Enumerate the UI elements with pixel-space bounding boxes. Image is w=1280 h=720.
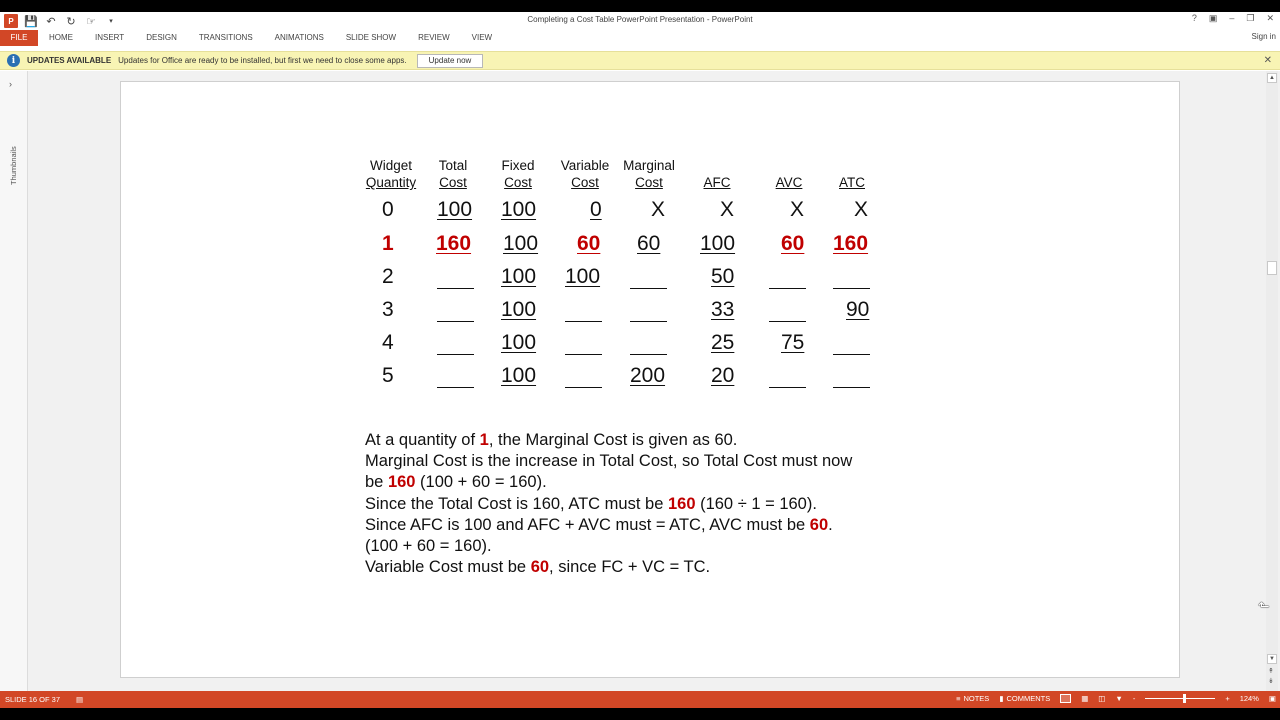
expand-thumbnails-icon[interactable]: › [9,79,12,89]
next-slide-icon[interactable]: ↡ [1268,678,1274,685]
slide-indicator[interactable]: SLIDE 16 OF 37 [5,695,61,704]
scrollbar-thumb[interactable] [1267,261,1277,275]
sign-in-link[interactable]: Sign in [1251,32,1276,41]
cell-mc-1: 60 [637,232,661,255]
notes-icon: ≡ [956,694,961,703]
cell-vc-2: 100 [565,265,601,288]
blank-mc-3[interactable] [630,321,667,322]
ribbon-display-options-icon[interactable]: ▣ [1208,13,1218,23]
save-icon[interactable]: 💾 [24,15,38,28]
cell-qty-1: 1 [382,232,394,255]
title-bar [0,12,1280,30]
blank-mc-2[interactable] [630,288,667,289]
ribbon-tabs [0,30,1280,46]
cell-qty-5: 5 [382,364,394,387]
blank-avc-5[interactable] [769,387,806,388]
status-bar [0,691,1280,708]
normal-view-icon[interactable] [1060,694,1071,703]
restore-icon[interactable]: ❐ [1246,13,1255,23]
slide-canvas[interactable] [120,81,1180,678]
tab-slide-show[interactable]: SLIDE SHOW [345,33,397,42]
cell-vc-0: 0 [590,198,602,221]
blank-avc-2[interactable] [769,288,806,289]
cell-qty-2: 2 [382,265,394,288]
explanation-line: Marginal Cost is the increase in Total Cost, so Total Cost must now [365,452,853,471]
zoom-in-button[interactable]: + [1225,694,1230,703]
cell-atc-0: X [854,198,869,221]
comment-icon: ▮ [999,694,1004,703]
zoom-level[interactable]: 124% [1239,694,1259,703]
header-total-cost: Total Cost [438,158,468,190]
cell-qty-3: 3 [382,298,394,321]
slide-sorter-icon[interactable]: ▦ [1081,694,1089,703]
notes-button[interactable]: ≡ NOTES [956,694,990,703]
tab-file[interactable]: FILE [0,30,38,46]
comments-button[interactable]: ▮ COMMENTS [999,694,1051,703]
zoom-slider-knob[interactable] [1183,694,1186,703]
info-icon: i [7,54,20,67]
header-widget-quantity: Widget Quantity [365,158,417,190]
header-variable-cost: Variable Cost [560,158,610,190]
blank-avc-3[interactable] [769,321,806,322]
tab-animations[interactable]: ANIMATIONS [274,33,324,42]
customize-toolbar-icon[interactable]: ▾ [109,18,113,25]
touch-mode-icon[interactable]: ☞ [86,15,96,28]
cell-mc-0: X [651,198,666,221]
blank-vc-3[interactable] [565,321,602,322]
cell-afc-3: 33 [711,298,735,321]
cell-atc-3: 90 [846,298,870,321]
tab-design[interactable]: DESIGN [146,33,177,42]
reading-view-icon[interactable]: ◫ [1098,694,1106,703]
blank-vc-5[interactable] [565,387,602,388]
close-icon[interactable]: ✕ [1263,55,1272,66]
redo-icon[interactable]: ↻ [66,15,76,28]
explanation-line: be 160 (100 + 60 = 160). [365,473,547,492]
fit-slide-icon[interactable]: ▣ [1268,694,1276,703]
close-icon[interactable]: ✕ [1266,13,1274,23]
cell-tc-0: 100 [437,198,473,221]
update-title: UPDATES AVAILABLE [27,56,112,65]
cell-afc-1: 100 [700,232,736,255]
cell-afc-0: X [720,198,735,221]
header-atc: ATC [839,175,865,190]
explanation-text[interactable] [365,430,925,578]
cell-avc-4: 75 [781,331,805,354]
window-controls [1192,13,1274,24]
mouse-cursor-icon: ⬑ [1258,598,1270,614]
spell-check-icon[interactable]: ▤ [76,695,84,704]
cell-fc-3: 100 [501,298,537,321]
thumbnails-label[interactable]: Thumbnails [9,146,18,185]
tab-review[interactable]: REVIEW [418,33,450,42]
cell-qty-4: 4 [382,331,394,354]
thumbnails-pane [0,71,28,691]
blank-tc-5[interactable] [437,387,474,388]
scroll-down-icon[interactable]: ▼ [1267,654,1277,664]
blank-mc-4[interactable] [630,354,667,355]
tab-view[interactable]: VIEW [471,33,493,42]
undo-icon[interactable]: ↶ [46,15,56,28]
blank-vc-4[interactable] [565,354,602,355]
cell-avc-0: X [790,198,805,221]
cell-fc-0: 100 [501,198,537,221]
powerpoint-window [0,12,1280,708]
cell-fc-5: 100 [501,364,537,387]
cell-afc-4: 25 [711,331,735,354]
blank-atc-5[interactable] [833,387,870,388]
blank-atc-4[interactable] [833,354,870,355]
cell-vc-1: 60 [577,232,601,255]
minimize-icon[interactable]: – [1229,13,1235,23]
header-marginal-cost: Marginal Cost [623,158,675,190]
cell-afc-2: 50 [711,265,735,288]
blank-atc-2[interactable] [833,288,870,289]
previous-slide-icon[interactable]: ↟ [1268,668,1274,675]
update-now-button[interactable]: Update now [417,54,483,68]
cell-afc-5: 20 [711,364,735,387]
header-avc: AVC [775,175,803,190]
update-notification-bar [0,51,1280,70]
explanation-line: Since the Total Cost is 160, ATC must be 160 (160 ÷ 1 = 160). [365,494,817,513]
explanation-line: At a quantity of 1, the Marginal Cost is given as 60. [365,431,738,449]
blank-tc-2[interactable] [437,288,474,289]
cell-qty-0: 0 [382,198,394,221]
explanation-line: (100 + 60 = 160). [365,537,492,556]
tab-transitions[interactable]: TRANSITIONS [198,33,253,42]
window-title: Completing a Cost Table PowerPoint Presentation - PowerPoint [527,15,753,24]
zoom-slider[interactable] [1145,698,1215,699]
cell-avc-1: 60 [781,232,805,255]
cell-fc-4: 100 [501,331,537,354]
cell-tc-1: 160 [436,232,472,255]
cell-atc-1: 160 [833,232,869,255]
explanation-line: Since AFC is 100 and AFC + AVC must = ATC, AVC must be 60. [365,515,833,534]
editing-workspace [0,71,1280,691]
tab-insert[interactable]: INSERT [95,33,125,42]
blank-tc-3[interactable] [437,321,474,322]
zoom-out-button[interactable]: - [1132,694,1136,703]
update-message: Updates for Office are ready to be installed, but first we need to close some apps. [118,56,407,65]
slide-show-icon[interactable]: ▼ [1115,694,1123,703]
cell-mc-5: 200 [630,364,666,387]
header-afc: AFC [703,175,731,190]
help-icon[interactable]: ? [1191,13,1197,23]
cell-fc-2: 100 [501,265,537,288]
tab-home[interactable]: HOME [49,33,73,42]
cell-fc-1: 100 [503,232,539,255]
scroll-up-icon[interactable]: ▲ [1267,73,1277,83]
blank-tc-4[interactable] [437,354,474,355]
powerpoint-logo-icon[interactable]: P [4,14,18,28]
header-fixed-cost: Fixed Cost [501,158,535,190]
explanation-line: Variable Cost must be 60, since FC + VC = TC. [365,558,711,577]
